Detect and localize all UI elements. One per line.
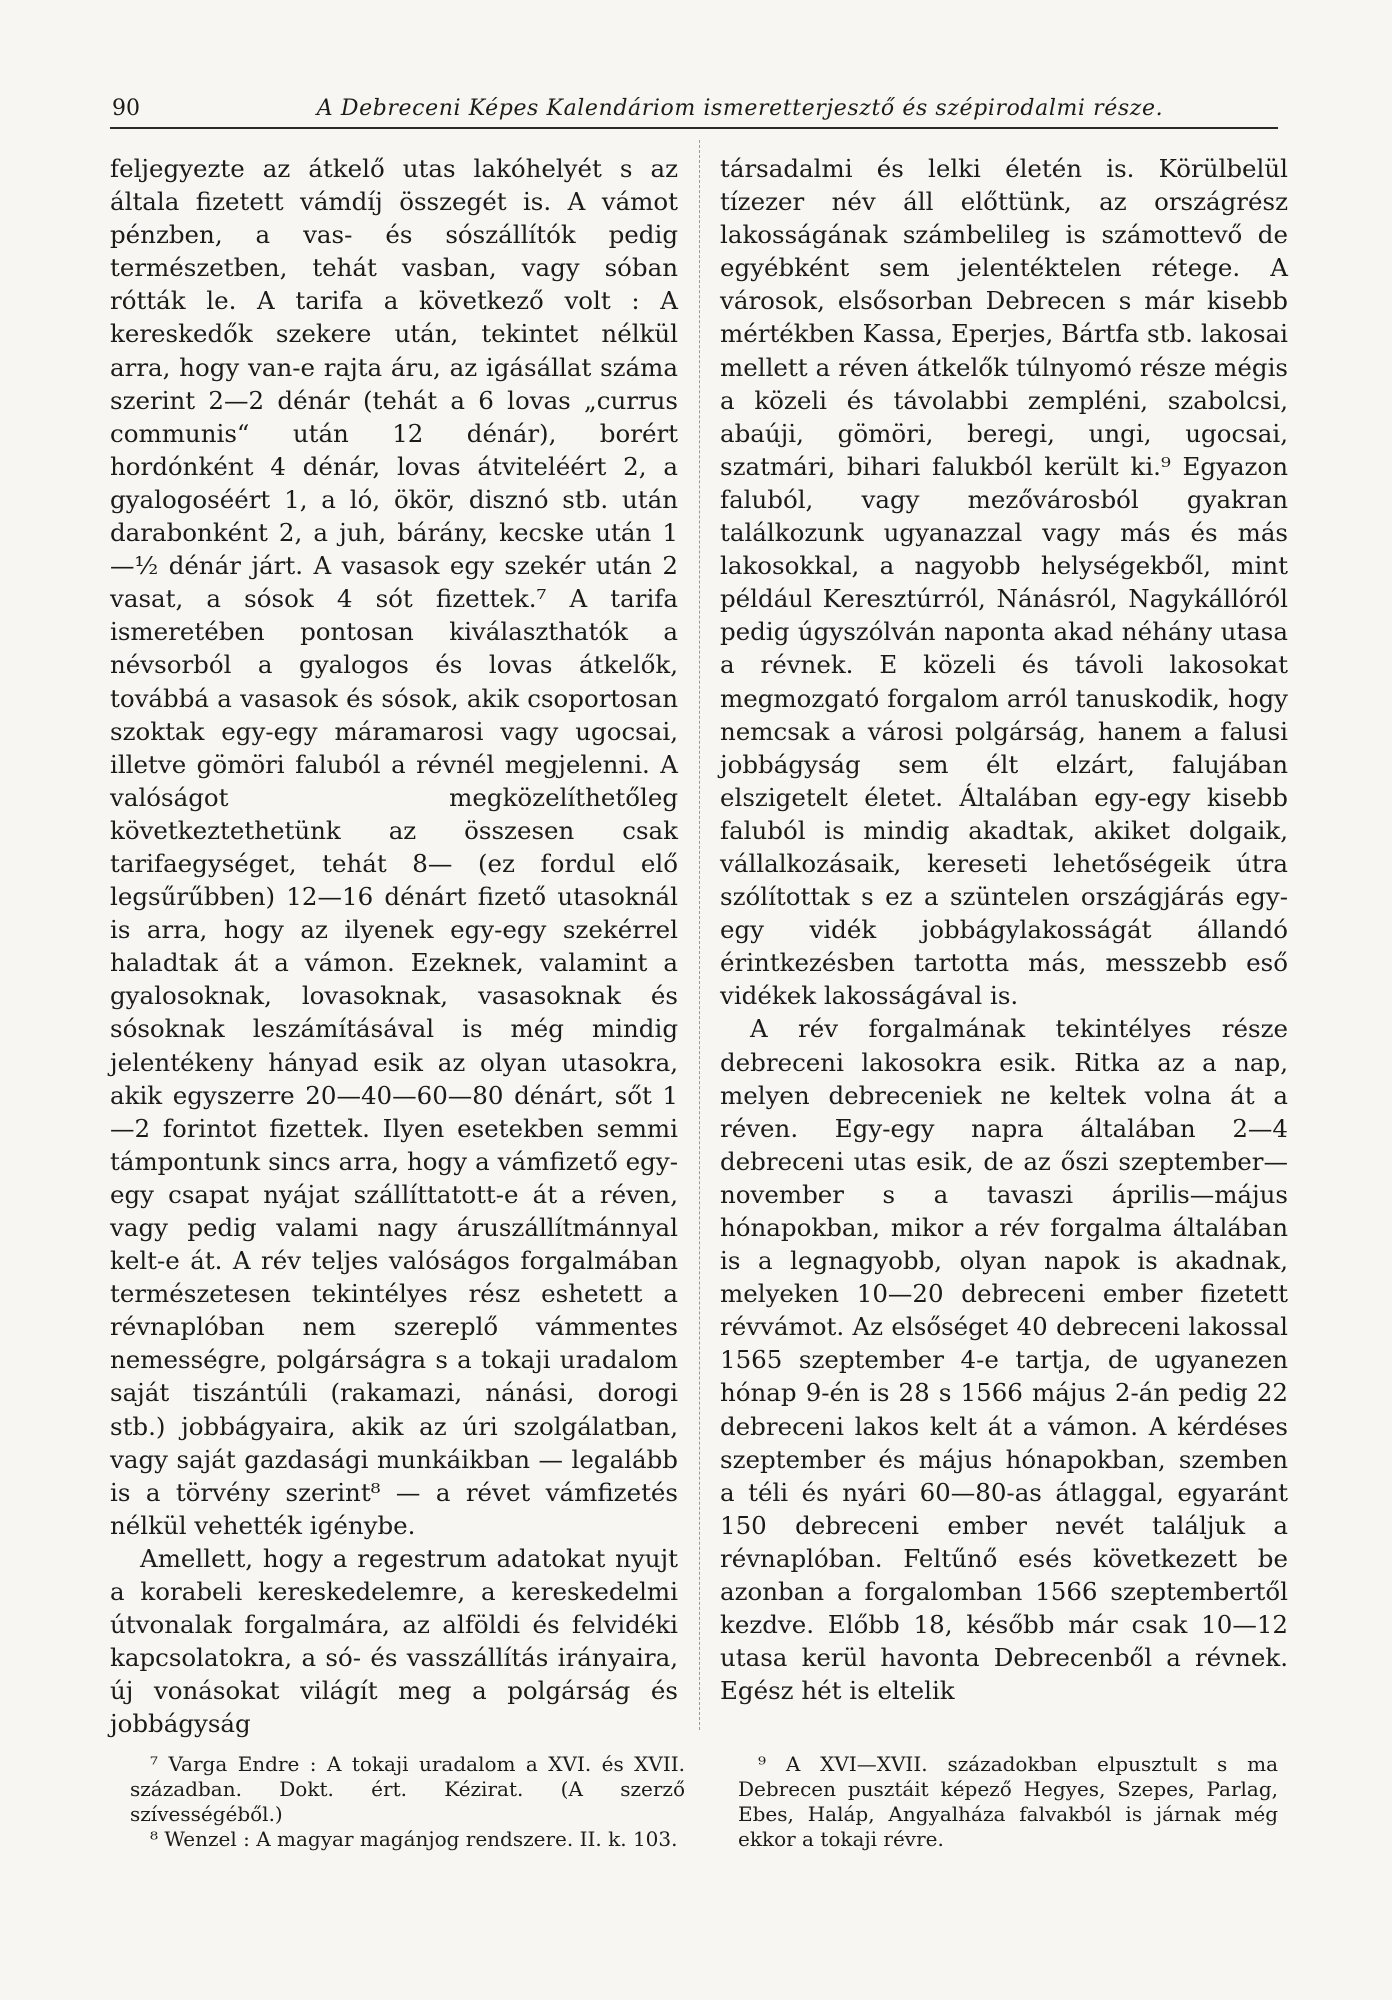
paragraph: Amellett, hogy a regestrum adatokat nyujt a korabeli kereskedelemre, a kereskedelmi útvonalak forgalmára, az alföldi és felvidéki kapcsolatokra, a só- és vasszállítás irányaira, új vonásokat világít meg a polgárság és jobbágyság	[110, 1543, 678, 1739]
footnote: ⁸ Wenzel : A magyar magánjog rendszere. II. k. 103.	[150, 1827, 678, 1851]
paragraph: társadalmi és lelki életén is. Körülbelül tízezer név áll előttünk, az országrész lakosságának számbelileg is számottevő de egyébként sem jelentéktelen rétege. A városok, elsősorban Debrecen s már kisebb mértékben Kassa, Eperjes, Bártfa stb. lakosai mellett a réven átkelők túlnyomó része mégis a közeli és távolabbi zempléni, szabolcsi, abaúji, gömöri, beregi, ungi, ugocsai, szatmári, bihari falukból került ki.⁹ Egyazon faluból, vagy mezővárosból gyakran találkozunk ugyanazzal vagy más és más lakosokkal, a nagyobb helységekből, mint például Keresztúrról, Nánásról, Nagykállóról pedig úgyszólván naponta akad néhány utasa a révnek. E közeli és távoli lakosokat megmozgató forgalom arról tanuskodik, hogy nemcsak a városi polgárság, hanem a falusi jobbágyság sem élt elzárt, falujában elszigetelt életet. Általában egy-egy kisebb faluból is mindig akadtak, akiket dolgaik, vállalkozásaik, kereseti lehetőségeik útra szólítottak s ez a szüntelen országjárás egy-egy vidék jobbágylakosságát állandó érintkezésben tartotta más, messzebb eső vidékek lakosságával is.	[720, 154, 1288, 1011]
header-rule	[110, 127, 1278, 129]
running-title: A Debreceni Képes Kalendáriom ismeretterjesztő és szépirodalmi része.	[316, 96, 1164, 121]
footnotes-right	[738, 1752, 1278, 1852]
left-column	[110, 152, 678, 1741]
column-separator	[699, 140, 700, 1730]
paragraph: feljegyezte az átkelő utas lakóhelyét s az általa fizetett vámdíj összegét is. A vámot pénzben, a vas- és sószállítók pedig természetben, tehát vasban, vagy sóban rótták le. A tarifa a következő volt : A kereskedők szekere után, tekintet nélkül arra, hogy van-e rajta áru, az igásállat száma szerint 2—2 dénár (tehát a 6 lovas „currus communis“ után 12 dénár), borért hordónként 4 dénár, lovas átviteléért 2, a gyalogoséért 1, a ló, ökör, disznó stb. után darabonként 2, a juh, bárány, kecske után 1—½ dénár járt. A vasasok egy szekér után 2 vasat, a sósok 4 sót fizettek.⁷ A tarifa ismeretében pontosan kiválaszthatók a névsorból a gyalogos és lovas átkelők, továbbá a vasasok és sósok, akik csoportosan szoktak egy-egy máramarosi vagy ugocsai, illetve gömöri faluból a révnél megjelenni. A valóságot megközelíthetőleg következtethetünk az összesen csak tarifaegységet, tehát 8— (ez fordul elő legsűrűbben) 12—16 dénárt fizető utasoknál is arra, hogy az ilyenek egy-egy szekérrel haladtak át a vámon. Ezeknek, valamint a gyalosoknak, lovasoknak, vasasoknak és sósoknak leszámításával is még mindig jelentékeny hányad esik az olyan utasokra, akik egyszerre 20—40—60—80 dénárt, sőt 1—2 forintot fizettek. Ilyen esetekben semmi támpontunk sincs arra, hogy a vámfizető egy-egy csapat nyájat szállíttatott-e át a réven, vagy pedig valami nagy áruszállítmánnyal kelt-e át. A rév teljes valóságos forgalmában természetesen tekintélyes rész eshetett a révnaplóban nem szereplő vámmentes nemességre, polgárságra s a tokaji uradalom saját tiszántúli (rakamazi, nánási, dorogi stb.) jobbágyaira, akik az úri szolgálatban, vagy saját gazdasági munkáikban — legalább is a törvény szerint⁸ — a révet vámfizetés nélkül vehették igénybe.	[110, 154, 678, 1540]
right-column	[720, 152, 1288, 1707]
paragraph: A rév forgalmának tekintélyes része debreceni lakosokra esik. Ritka az a nap, melyen debreceniek ne keltek volna át a réven. Egy-egy napra általában 2—4 debreceni utas esik, de az őszi szeptember—november s a tavaszi április—május hónapokban, mikor a rév forgalma általában is a legnagyobb, olyan napok is akadnak, melyeken 10—20 debreceni ember fizetett révvámot. Az elsőséget 40 debreceni lakossal 1565 szeptember 4-e tartja, de ugyanezen hónap 9-én is 28 s 1566 május 2-án pedig 22 debreceni lakos kelt át a vámon. A kérdéses szeptember és május hónapokban, szemben a téli és nyári 60—80-as átlaggal, egyaránt 150 debreceni ember nevét találjuk a révnaplóban. Feltűnő esés következett be azonban a forgalomban 1566 szeptembertől kezdve. Előbb 18, később már csak 10—12 utasa kerül havonta Debrecenből a révnek. Egész hét is eltelik	[720, 1014, 1288, 1706]
footnote: ⁷ Varga Endre : A tokaji uradalom a XVI. és XVII. században. Dokt. ért. Kézirat. (A szerző szívességéből.)	[130, 1752, 685, 1826]
footnotes-left	[130, 1752, 685, 1852]
page-number: 90	[112, 96, 140, 121]
running-header	[110, 94, 1278, 130]
footnote: ⁹ A XVI—XVII. századokban elpusztult s ma Debrecen pusztáit képező Hegyes, Szepes, Parlag, Ebes, Haláp, Angyalháza falvakból is járnak még ekkor a tokaji révre.	[738, 1752, 1278, 1851]
